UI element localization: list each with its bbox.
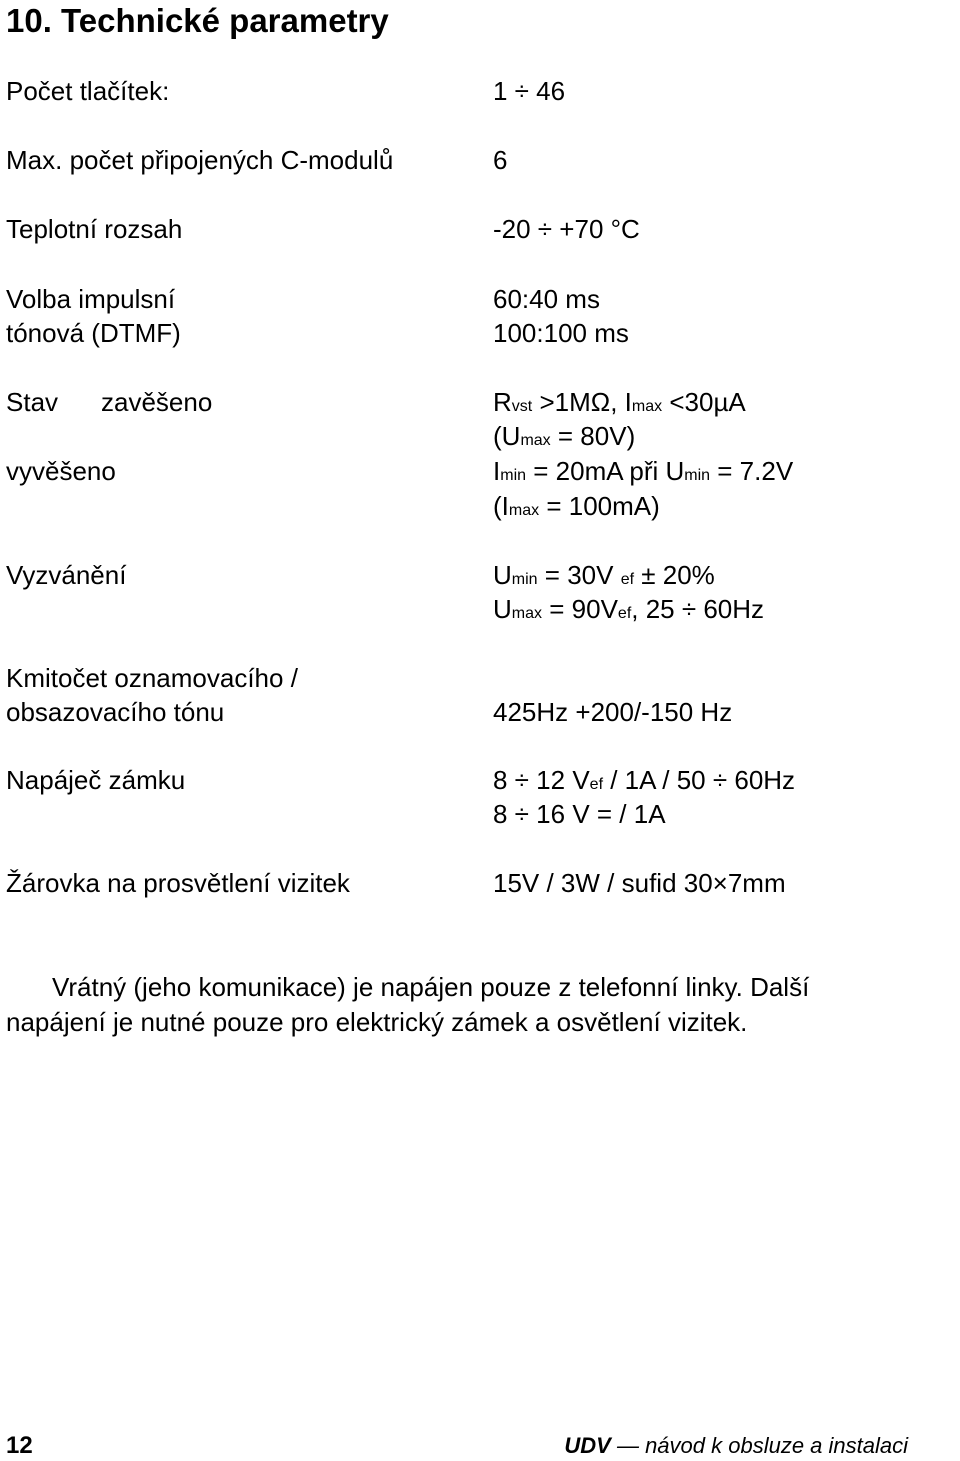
text-seg: 8 ÷ 12 V [493, 765, 590, 795]
param-label-dial-dtmf: tónová (DTMF) [6, 318, 181, 348]
text-seg: ± 20% [634, 560, 715, 590]
note-line-2: napájení je nutné pouze pro elektrický zámek a osvětlení vizitek. [6, 1007, 748, 1037]
param-label-lock: Napáječ zámku [6, 765, 186, 795]
symbol-u: U [665, 456, 685, 486]
param-label-offhook: vyvěšeno [6, 456, 116, 486]
text-seg: = 100mA) [539, 491, 660, 521]
param-label-bulb: Žárovka na prosvětlení vizitek [6, 868, 350, 898]
param-label-modules: Max. počet připojených C-modulů [6, 145, 394, 175]
sub-max: max [511, 605, 543, 622]
sub-max: max [508, 502, 540, 519]
param-value-tone: 425Hz +200/-150 Hz [493, 697, 733, 727]
footer-brand: UDV [564, 1433, 611, 1458]
param-value-onhook [493, 387, 746, 422]
sub-max: max [520, 432, 551, 449]
symbol-u: U [493, 594, 512, 624]
param-label-temp: Teplotní rozsah [6, 214, 183, 244]
sub-max: max [631, 398, 663, 415]
param-value-lock-ac [493, 765, 795, 800]
param-value-temp: -20 ÷ +70 °C [493, 214, 640, 244]
text-seg: = 90V [542, 594, 618, 624]
param-value-modules: 6 [493, 145, 508, 175]
note-line-1: Vrátný (jeho komunikace) je napájen pouze z telefonní linky. Další [52, 972, 810, 1002]
symbol-u: U [493, 560, 512, 590]
param-label-dial-pulse: Volba impulsní [6, 284, 176, 314]
section-title: 10. Technické parametry [6, 2, 389, 39]
param-value-bulb: 15V / 3W / sufid 30×7mm [493, 868, 786, 898]
text-seg: (U [493, 421, 521, 451]
sub-min: min [511, 571, 538, 588]
text-seg: (I [493, 491, 509, 521]
sub-min: min [500, 467, 527, 484]
sub-ef: ef [620, 571, 635, 588]
param-value-lock-dc: 8 ÷ 16 V = / 1A [493, 799, 666, 829]
text-seg: , 25 ÷ 60Hz [631, 594, 765, 624]
param-label-ring: Vyzvánění [6, 560, 127, 590]
sub-ef: ef [589, 776, 604, 793]
param-value-ring-min [493, 560, 715, 595]
param-label-buttons: Počet tlačítek: [6, 76, 170, 106]
text-seg: = 20mA při [526, 456, 666, 486]
footer-title [564, 1432, 908, 1460]
param-value-dial-dtmf: 100:100 ms [493, 318, 629, 348]
text-seg: = 80V) [550, 421, 636, 451]
param-label-state: Stav [6, 387, 59, 417]
param-label-tone-1: Kmitočet oznamovacího / [6, 663, 298, 693]
param-value-dial-pulse: 60:40 ms [493, 284, 600, 314]
text-seg: = 30V [537, 560, 621, 590]
symbol-i: I [624, 387, 632, 417]
param-label-tone-2: obsazovacího tónu [6, 697, 225, 727]
footer-subtitle: návod k obsluze a instalaci [645, 1433, 908, 1458]
param-value-buttons: 1 ÷ 46 [493, 76, 566, 106]
text-seg: <30µA [662, 387, 746, 417]
symbol-r: R [493, 387, 512, 417]
sub-min: min [684, 467, 711, 484]
param-value-offhook [493, 456, 793, 491]
sub-vst: vst [511, 398, 533, 415]
text-seg: = 7.2V [710, 456, 794, 486]
footer-dash: — [610, 1433, 646, 1458]
sub-ef: ef [617, 605, 632, 622]
page-number: 12 [6, 1432, 33, 1459]
text-seg: / 1A / 50 ÷ 60Hz [603, 765, 796, 795]
param-value-offhook-imax [493, 491, 660, 526]
param-value-ring-max [493, 594, 764, 629]
symbol-i: I [493, 456, 501, 486]
param-value-onhook-umax [493, 421, 635, 456]
param-label-onhook: zavěšeno [101, 387, 213, 417]
text-seg: >1MΩ, [532, 387, 625, 417]
